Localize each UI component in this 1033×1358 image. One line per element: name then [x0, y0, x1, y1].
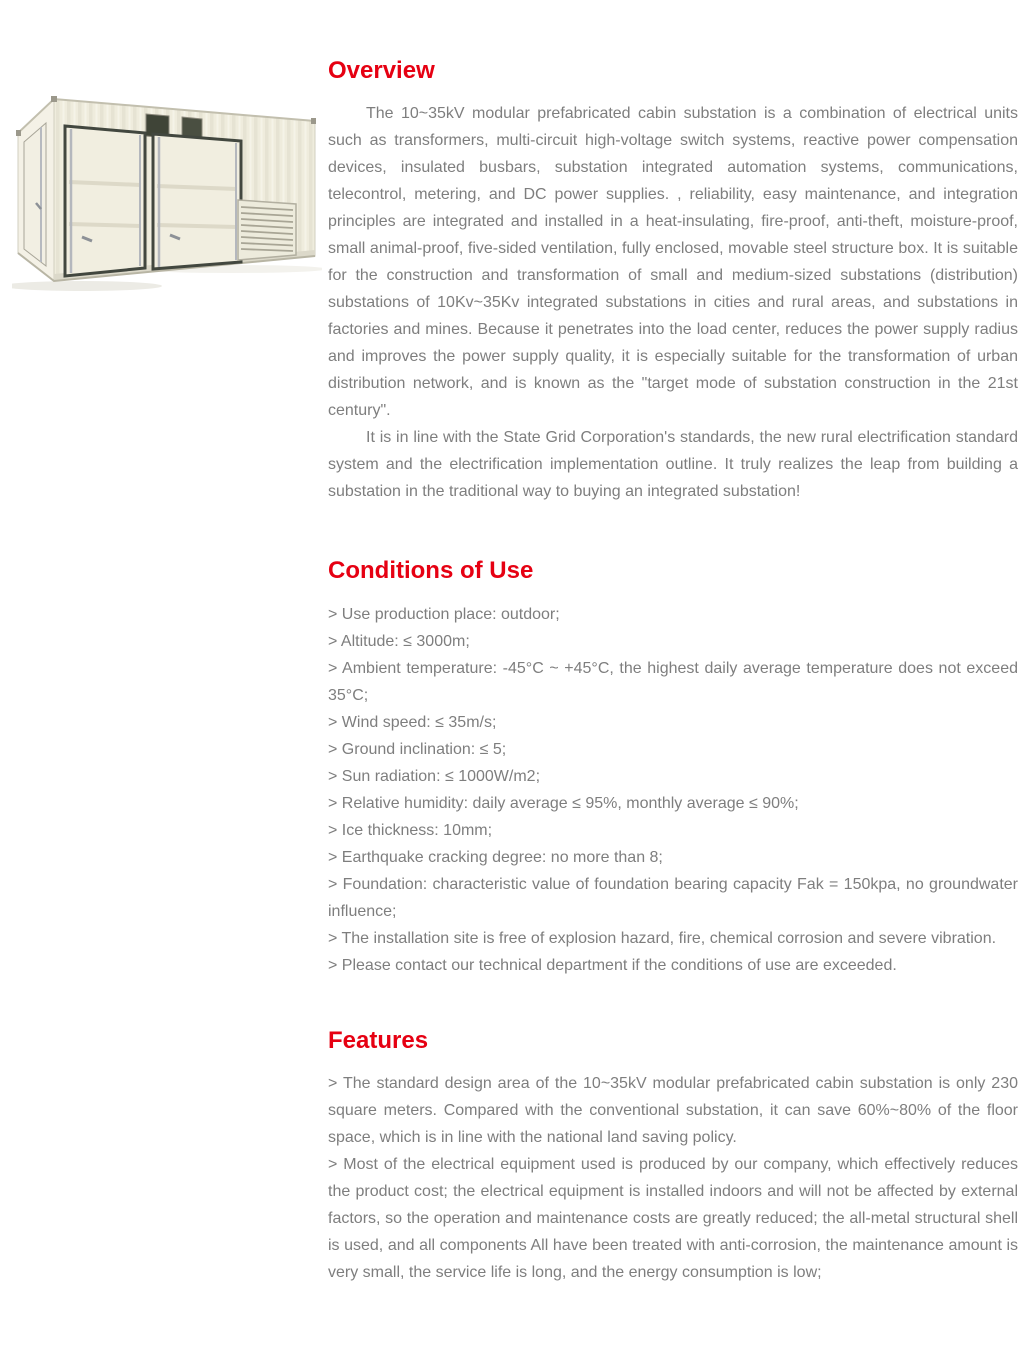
condition-item: > Ground inclination: ≤ 5;	[328, 741, 507, 758]
text-column	[328, 0, 1018, 1286]
condition-item: > Altitude: ≤ 3000m;	[328, 633, 470, 650]
overview-heading: Overview	[328, 57, 435, 84]
section-conditions-of-use	[328, 557, 1018, 979]
substation-container-illustration	[12, 85, 322, 295]
condition-item: > Use production place: outdoor;	[328, 606, 560, 623]
condition-item: > Earthquake cracking degree: no more than 8;	[328, 849, 663, 866]
feature-item: > The standard design area of the 10~35kV modular prefabricated cabin substation is only 230 square meters. Compared with the conventional substation, it can save 60%~80% of the floor space, which is in line with the national land saving policy.	[328, 1075, 1018, 1146]
section-overview	[328, 57, 1018, 505]
container-left-face	[18, 99, 54, 281]
condition-item: > Wind speed: ≤ 35m/s;	[328, 714, 497, 731]
conditions-heading: Conditions of Use	[328, 557, 534, 584]
feature-item: > Most of the electrical equipment used is produced by our company, which effectively reduces the product cost; the electrical equipment is installed indoors and will not be affected by external factors, so the operation and maintenance costs are greatly reduced; the all-metal structural shell is used, and all components All have been treated with anti-corrosion, the maintenance amount is very small, the service life is long, and the energy consumption is low;	[328, 1156, 1018, 1281]
condition-item: > Sun radiation: ≤ 1000W/m2;	[328, 768, 541, 785]
ventilation-louver	[238, 200, 296, 260]
container-door-left	[65, 126, 145, 276]
features-heading: Features	[328, 1027, 429, 1054]
overview-paragraph-2: It is in line with the State Grid Corporation's standards, the new rural electrification standard system and the electrification implementation outline. It truly realizes the leap from building a substation in the traditional way to buying an integrated substation!	[328, 429, 1018, 500]
section-features	[328, 1027, 1018, 1286]
condition-item: > Ambient temperature: -45°C ~ +45°C, the highest daily average temperature does not exceed 35°C;	[328, 660, 1018, 704]
condition-item: > The installation site is free of explosion hazard, fire, chemical corrosion and severe vibration.	[328, 930, 997, 947]
condition-item: > Ice thickness: 10mm;	[328, 822, 493, 839]
condition-item: > Please contact our technical department if the conditions of use are exceeded.	[328, 957, 897, 974]
overview-paragraph-1: The 10~35kV modular prefabricated cabin substation is a combination of electrical units such as transformers, multi-circuit high-voltage switch systems, reactive power compensation devices, insulated busbars, substation integrated automation systems, communications, telecontrol, metering, and DC power supplies. , reliability, easy maintenance, and integration principles are integrated and installed in a heat-insulating, fire-proof, anti-theft, moisture-proof, small animal-proof, five-sided ventilation, fully enclosed, movable steel structure box. It is suitable for the construction and transformation of small and medium-sized substations (distribution) substations of 10Kv~35Kv integrated substations in cities and rural areas, and substations in factories and mines. Because it penetrates into the load center, reduces the power supply radius and improves the power supply quality, it is especially suitable for the transformation of urban distribution network, and is known as the "target mode of substation construction in the 21st century".	[328, 105, 1018, 419]
condition-item: > Foundation: characteristic value of foundation bearing capacity Fak = 150kpa, no groundwater influence;	[328, 876, 1018, 920]
container-door-right	[153, 134, 241, 269]
product-photo	[12, 85, 322, 295]
condition-item: > Relative humidity: daily average ≤ 95%, monthly average ≤ 90%;	[328, 795, 799, 812]
